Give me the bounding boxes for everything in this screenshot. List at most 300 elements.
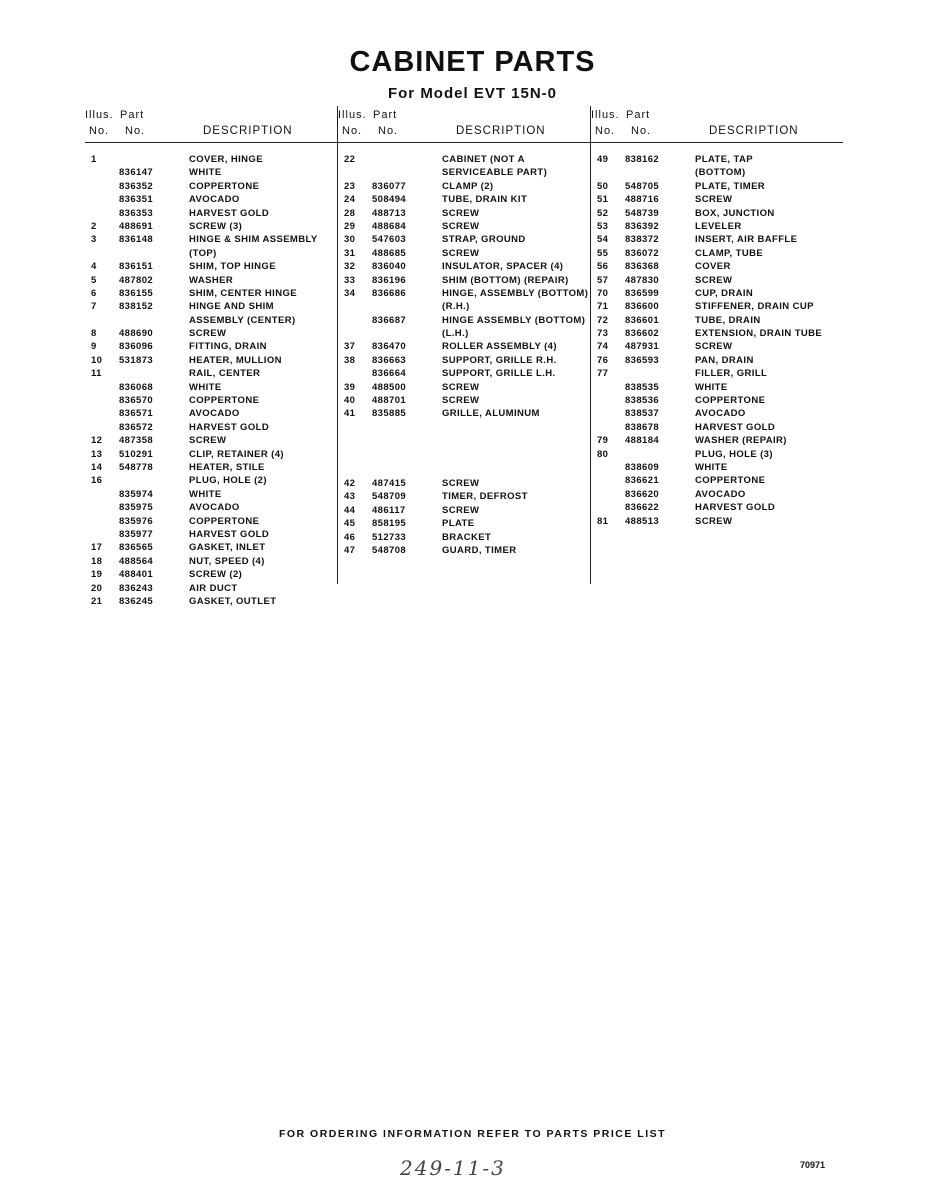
part-description: SUPPORT, GRILLE L.H.: [442, 368, 556, 380]
part-description: (L.H.): [442, 328, 469, 340]
column-header: [338, 106, 590, 143]
parts-list: [338, 154, 590, 422]
part-number: 836196: [372, 274, 407, 286]
parts-row: [591, 275, 843, 288]
illus-number: 37: [344, 341, 356, 353]
illus-number: 45: [344, 518, 356, 530]
part-description: SHIM (BOTTOM) (REPAIR): [442, 274, 569, 286]
parts-row: [591, 221, 843, 234]
part-description: WHITE: [189, 381, 222, 393]
part-description: LEVELER: [695, 220, 742, 232]
part-number: 836686: [372, 287, 407, 299]
part-number: 488184: [625, 435, 660, 447]
parts-row: [591, 261, 843, 274]
part-description: PLUG, HOLE (3): [695, 448, 773, 460]
parts-row: [338, 301, 590, 314]
part-number: 548778: [119, 461, 154, 473]
part-number: 838535: [625, 381, 660, 393]
illus-number: 42: [344, 478, 356, 489]
part-description: COVER, HINGE: [189, 154, 263, 165]
parts-row: [338, 208, 590, 221]
illus-number: 16: [91, 475, 103, 487]
part-description: NUT, SPEED (4): [189, 555, 265, 567]
parts-row: [85, 422, 337, 435]
parts-row: [85, 502, 337, 515]
part-description: COPPERTONE: [695, 475, 766, 487]
parts-row: [591, 462, 843, 475]
illus-number: 49: [597, 154, 609, 165]
parts-row: [85, 435, 337, 448]
part-number: 548708: [372, 544, 407, 556]
part-number: 488684: [372, 220, 407, 232]
part-number: 488685: [372, 247, 407, 259]
parts-row: [338, 532, 590, 545]
part-number: 488401: [119, 569, 154, 581]
part-number: 836353: [119, 207, 154, 219]
part-description: INSULATOR, SPACER (4): [442, 261, 564, 273]
illus-number: 73: [597, 328, 609, 340]
parts-list: [591, 154, 843, 529]
part-description: SUPPORT, GRILLE R.H.: [442, 354, 557, 366]
part-number: 838152: [119, 301, 154, 313]
part-description: ASSEMBLY (CENTER): [189, 314, 296, 326]
part-number: 487415: [372, 478, 407, 489]
illus-number: 51: [597, 194, 609, 206]
part-number: 836151: [119, 261, 154, 273]
part-description: WASHER: [189, 274, 234, 286]
parts-row: [338, 194, 590, 207]
part-number: 548709: [372, 491, 407, 503]
part-description: TUBE, DRAIN KIT: [442, 194, 528, 206]
parts-row: [591, 234, 843, 247]
illus-number: 41: [344, 408, 356, 420]
part-number: 836243: [119, 582, 154, 594]
parts-row: [85, 516, 337, 529]
part-number: 836663: [372, 354, 407, 366]
illus-number: 23: [344, 180, 356, 192]
part-number: 488691: [119, 220, 154, 232]
part-number: 836602: [625, 328, 660, 340]
parts-column-2: [338, 106, 590, 584]
illus-number: 17: [91, 542, 103, 554]
part-description: FITTING, DRAIN: [189, 341, 267, 353]
illus-number: 1: [91, 154, 97, 165]
illus-number: 53: [597, 220, 609, 232]
illus-number: 57: [597, 274, 609, 286]
parts-row: [85, 569, 337, 582]
part-number: 487830: [625, 274, 660, 286]
part-description: HARVEST GOLD: [189, 528, 270, 540]
part-description: HINGE ASSEMBLY (BOTTOM): [442, 314, 586, 326]
illus-number: 77: [597, 368, 609, 380]
part-description: SCREW: [442, 395, 480, 407]
part-description: SERVICEABLE PART): [442, 167, 548, 179]
part-number: 487931: [625, 341, 660, 353]
part-description: SCREW: [695, 274, 733, 286]
illus-number: 32: [344, 261, 356, 273]
parts-row: [591, 194, 843, 207]
part-description: COPPERTONE: [189, 395, 260, 407]
part-number: 836155: [119, 287, 154, 299]
parts-list: [85, 154, 337, 609]
part-description: SCREW: [442, 207, 480, 219]
illus-number: 18: [91, 555, 103, 567]
illus-number: 9: [91, 341, 97, 353]
header-part: Part: [120, 109, 145, 121]
part-number: 486117: [372, 504, 406, 516]
part-description: BOX, JUNCTION: [695, 207, 775, 219]
parts-row: [338, 382, 590, 395]
illus-number: 14: [91, 461, 103, 473]
parts-row: [591, 382, 843, 395]
header-part: Part: [373, 109, 398, 121]
parts-row: [338, 505, 590, 518]
part-number: 836077: [372, 180, 407, 192]
illus-number: 12: [91, 435, 103, 447]
part-number: 836600: [625, 301, 660, 313]
header-description: DESCRIPTION: [203, 125, 293, 137]
parts-row: [591, 341, 843, 354]
part-description: AVOCADO: [189, 502, 240, 514]
illus-number: 38: [344, 354, 356, 366]
part-description: (R.H.): [442, 301, 470, 313]
part-description: WASHER (REPAIR): [695, 435, 787, 447]
part-description: SCREW: [442, 220, 480, 232]
illus-number: 20: [91, 582, 103, 594]
part-number: 547603: [372, 234, 407, 246]
document-number: 70971: [800, 1160, 826, 1170]
part-description: SCREW: [695, 341, 733, 353]
part-number: 836147: [119, 167, 154, 179]
part-description: SCREW: [442, 247, 480, 259]
illus-number: 39: [344, 381, 356, 393]
part-description: SCREW: [695, 515, 733, 527]
parts-row: [85, 167, 337, 180]
parts-column-3: [591, 106, 843, 584]
column-header: [85, 106, 337, 143]
part-number: 836351: [119, 194, 154, 206]
part-description: COPPERTONE: [189, 515, 260, 527]
part-number: 836470: [372, 341, 407, 353]
parts-row: [338, 408, 590, 421]
parts-row: [85, 382, 337, 395]
parts-row: [85, 261, 337, 274]
part-number: 836620: [625, 488, 660, 500]
parts-row: [85, 368, 337, 381]
part-number: 488716: [625, 194, 660, 206]
part-number: 836040: [372, 261, 407, 273]
parts-row: [85, 181, 337, 194]
parts-list: [338, 478, 590, 558]
parts-row: [591, 516, 843, 529]
illus-number: 70: [597, 287, 609, 299]
part-description: STRAP, GROUND: [442, 234, 526, 246]
parts-row: [85, 341, 337, 354]
part-description: HINGE & SHIM ASSEMBLY: [189, 234, 318, 246]
part-number: 838537: [625, 408, 660, 420]
parts-row: [591, 154, 843, 167]
part-number: 838678: [625, 421, 660, 433]
part-description: CUP, DRAIN: [695, 287, 754, 299]
illus-number: 4: [91, 261, 97, 273]
parts-row: [338, 478, 590, 491]
parts-row: [591, 395, 843, 408]
parts-row: [591, 449, 843, 462]
part-description: TUBE, DRAIN: [695, 314, 761, 326]
part-number: 838609: [625, 461, 660, 473]
parts-row: [591, 355, 843, 368]
part-description: AVOCADO: [189, 408, 240, 420]
parts-row: [85, 355, 337, 368]
illus-number: 29: [344, 220, 356, 232]
parts-row: [85, 556, 337, 569]
parts-row: [591, 328, 843, 341]
parts-row: [85, 221, 337, 234]
illus-number: 5: [91, 274, 97, 286]
illus-number: 19: [91, 569, 103, 581]
column-header: [591, 106, 843, 143]
part-number: 531873: [119, 354, 154, 366]
part-description: CLAMP, TUBE: [695, 247, 764, 259]
parts-row: [85, 275, 337, 288]
parts-row: [85, 315, 337, 328]
parts-row: [85, 475, 337, 488]
parts-row: [591, 301, 843, 314]
parts-row: [591, 502, 843, 515]
part-description: FILLER, GRILL: [695, 368, 768, 380]
part-description: HARVEST GOLD: [695, 421, 776, 433]
page-subtitle: For Model EVT 15N-0: [387, 85, 558, 102]
part-number: 836245: [119, 595, 154, 607]
illus-number: 11: [91, 368, 102, 380]
part-number: 835885: [372, 408, 407, 420]
part-number: 836072: [625, 247, 660, 259]
part-description: AVOCADO: [695, 488, 746, 500]
illus-number: 2: [91, 220, 97, 232]
part-description: WHITE: [695, 461, 728, 473]
part-number: 836096: [119, 341, 154, 353]
part-description: CLIP, RETAINER (4): [189, 448, 284, 460]
header-part: Part: [626, 109, 651, 121]
part-description: AVOCADO: [695, 408, 746, 420]
illus-number: 46: [344, 531, 356, 543]
part-description: WHITE: [189, 488, 222, 500]
part-number: 836593: [625, 354, 660, 366]
illus-number: 8: [91, 328, 97, 340]
part-description: ROLLER ASSEMBLY (4): [442, 341, 557, 353]
part-description: GUARD, TIMER: [442, 544, 517, 556]
parts-row: [338, 261, 590, 274]
parts-row: [85, 395, 337, 408]
parts-row: [338, 368, 590, 381]
parts-row: [591, 368, 843, 381]
part-description: GASKET, OUTLET: [189, 595, 277, 607]
parts-row: [338, 288, 590, 301]
parts-row: [338, 328, 590, 341]
part-number: 488713: [372, 207, 407, 219]
part-number: 836687: [372, 314, 407, 326]
header-illus: Illus.: [338, 109, 367, 121]
parts-row: [85, 248, 337, 261]
part-description: COVER: [695, 261, 731, 273]
header-no: No.: [125, 125, 146, 137]
part-number: 508494: [372, 194, 407, 206]
part-description: STIFFENER, DRAIN CUP: [695, 301, 814, 313]
part-number: 836601: [625, 314, 660, 326]
parts-row: [338, 491, 590, 504]
part-description: SCREW (2): [189, 569, 243, 581]
part-number: 836565: [119, 542, 154, 554]
parts-row: [591, 489, 843, 502]
illus-number: 30: [344, 234, 356, 246]
part-number: 487802: [119, 274, 154, 286]
part-number: 835975: [119, 502, 154, 514]
header-description: DESCRIPTION: [709, 125, 799, 137]
part-number: 487358: [119, 435, 154, 447]
handwritten-note: 249-11-3: [400, 1156, 506, 1180]
part-description: PAN, DRAIN: [695, 354, 754, 366]
parts-column-1: [85, 106, 337, 607]
part-number: 835976: [119, 515, 154, 527]
parts-row: [85, 596, 337, 609]
parts-row: [338, 221, 590, 234]
illus-number: 24: [344, 194, 356, 206]
part-description: HARVEST GOLD: [695, 502, 776, 514]
part-number: 836148: [119, 234, 154, 246]
parts-row: [85, 462, 337, 475]
illus-number: 76: [597, 354, 609, 366]
part-number: 836572: [119, 421, 154, 433]
parts-row: [85, 154, 337, 167]
part-number: 836570: [119, 395, 154, 407]
part-description: COPPERTONE: [695, 395, 766, 407]
part-description: HARVEST GOLD: [189, 207, 270, 219]
illus-number: 22: [344, 154, 356, 165]
part-description: INSERT, AIR BAFFLE: [695, 234, 798, 246]
illus-number: 79: [597, 435, 609, 447]
part-description: HEATER, STILE: [189, 461, 265, 473]
part-description: HINGE AND SHIM: [189, 301, 274, 313]
part-number: 835974: [119, 488, 154, 500]
illus-number: 72: [597, 314, 609, 326]
part-description: HINGE, ASSEMBLY (BOTTOM): [442, 287, 589, 299]
parts-row: [338, 181, 590, 194]
part-number: 488564: [119, 555, 154, 567]
parts-row: [591, 408, 843, 421]
part-description: SCREW: [442, 504, 480, 516]
illus-number: 50: [597, 180, 609, 192]
part-number: 838536: [625, 395, 660, 407]
part-description: SCREW: [442, 381, 480, 393]
illus-number: 71: [597, 301, 609, 313]
parts-row: [338, 248, 590, 261]
illus-number: 7: [91, 301, 97, 313]
header-no: No.: [378, 125, 399, 137]
header-description: DESCRIPTION: [456, 125, 546, 137]
illus-number: 47: [344, 544, 356, 556]
illus-number: 31: [344, 247, 356, 259]
parts-row: [591, 288, 843, 301]
part-number: 548739: [625, 207, 660, 219]
header-no: No.: [89, 125, 110, 137]
parts-row: [85, 288, 337, 301]
illus-number: 43: [344, 491, 356, 503]
part-number: 488500: [372, 381, 407, 393]
part-number: 836352: [119, 180, 154, 192]
part-description: COPPERTONE: [189, 180, 260, 192]
illus-number: 56: [597, 261, 609, 273]
parts-row: [338, 355, 590, 368]
part-description: SCREW: [695, 194, 733, 206]
parts-row: [85, 234, 337, 247]
part-number: 510291: [119, 448, 154, 460]
parts-row: [85, 449, 337, 462]
part-number: 488690: [119, 328, 154, 340]
illus-number: 52: [597, 207, 609, 219]
header-illus: Illus.: [85, 109, 114, 121]
part-description: RAIL, CENTER: [189, 368, 261, 380]
part-description: AIR DUCT: [189, 582, 238, 594]
illus-number: 40: [344, 395, 356, 407]
part-number: 836571: [119, 408, 154, 420]
part-description: HEATER, MULLION: [189, 354, 282, 366]
part-description: (BOTTOM): [695, 167, 746, 179]
part-number: 836368: [625, 261, 660, 273]
part-description: SHIM, CENTER HINGE: [189, 287, 298, 299]
part-number: 836622: [625, 502, 660, 514]
part-description: SHIM, TOP HINGE: [189, 261, 276, 273]
parts-row: [85, 489, 337, 502]
parts-row: [338, 315, 590, 328]
header-illus: Illus.: [591, 109, 620, 121]
part-description: BRACKET: [442, 531, 492, 543]
part-description: PLATE, TAP: [695, 154, 754, 165]
part-description: TIMER, DEFROST: [442, 491, 528, 503]
part-number: 548705: [625, 180, 660, 192]
part-number: 836068: [119, 381, 154, 393]
part-number: 836621: [625, 475, 660, 487]
ordering-info-footer: FOR ORDERING INFORMATION REFER TO PARTS PRICE LIST: [278, 1128, 667, 1140]
header-no: No.: [631, 125, 652, 137]
part-description: HARVEST GOLD: [189, 421, 270, 433]
part-description: GRILLE, ALUMINUM: [442, 408, 540, 420]
parts-row: [85, 529, 337, 542]
illus-number: 10: [91, 354, 103, 366]
parts-row: [85, 408, 337, 421]
part-description: EXTENSION, DRAIN TUBE: [695, 328, 823, 340]
part-number: 835977: [119, 528, 154, 540]
header-no: No.: [342, 125, 363, 137]
parts-row: [591, 475, 843, 488]
illus-number: 81: [597, 515, 609, 527]
illus-number: 3: [91, 234, 97, 246]
illus-number: 34: [344, 287, 356, 299]
parts-row: [338, 341, 590, 354]
part-description: SCREW (3): [189, 220, 243, 232]
part-description: GASKET, INLET: [189, 542, 266, 554]
parts-row: [338, 167, 590, 180]
parts-row: [338, 154, 590, 167]
part-number: 858195: [372, 518, 407, 530]
illus-number: 74: [597, 341, 609, 353]
part-description: SCREW: [189, 328, 227, 340]
parts-row: [338, 234, 590, 247]
parts-row: [591, 248, 843, 261]
part-description: CLAMP (2): [442, 180, 494, 192]
parts-row: [85, 583, 337, 596]
parts-row: [85, 301, 337, 314]
part-number: 488513: [625, 515, 660, 527]
